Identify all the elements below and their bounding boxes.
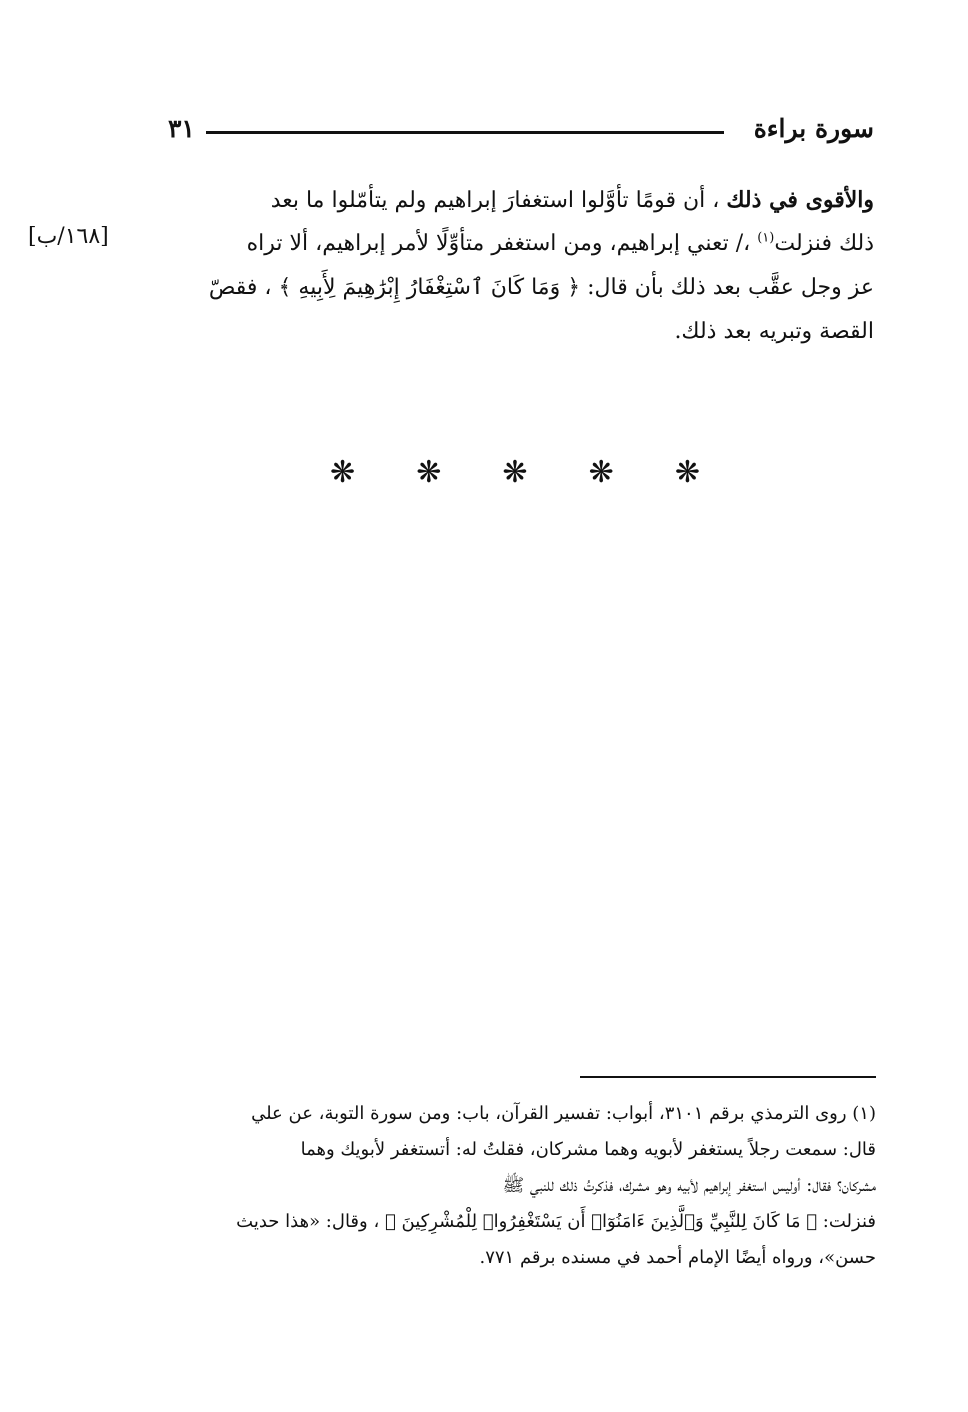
footnote-line: (١) روى الترمذي برقم ٣١٠١، أبواب: تفسير القرآن، باب: ومن سورة التوبة، عن علي bbox=[251, 1103, 876, 1124]
asterism-icon: ❋ bbox=[502, 455, 528, 490]
footnote-line: قال: سمعت رجلاً يستغفر لأبويه وهما مشركان، فقلتُ له: أتستغفر لأبويك وهما bbox=[300, 1139, 876, 1160]
quran-verse-quote: ﴿ وَمَا كَانَ ٱسْتِغْفَارُ إِبْرَٰهِيمَ لِأَبِيهِ ﴾ bbox=[278, 275, 581, 300]
page-number: ٣١ bbox=[168, 114, 195, 143]
main-text-span: ، أن قومًا تأوَّلوا استغفارَ إبراهيم ولم يتأمّلوا ما بعد bbox=[270, 188, 720, 213]
main-line-4 bbox=[168, 310, 874, 354]
main-text bbox=[168, 178, 874, 354]
footnote-text-span: ، وقال: «هذا حديث bbox=[236, 1211, 380, 1232]
asterism-icon: ❋ bbox=[674, 455, 700, 490]
footnote-marker[interactable]: (١) bbox=[757, 230, 775, 246]
footnote-text-span: فنزلت: bbox=[822, 1211, 876, 1232]
main-line-3 bbox=[168, 266, 874, 310]
manuscript-folio-reference: [١٦٨/ب] bbox=[28, 224, 109, 249]
emphasis-text: والأقوى في ذلك bbox=[726, 187, 874, 213]
footnote-line: حسن»، ورواه أيضًا الإمام أحمد في مسنده برقم ٧٧١. bbox=[479, 1247, 876, 1268]
surah-title: سورة براءة bbox=[753, 114, 874, 143]
header-rule bbox=[206, 131, 724, 134]
quran-verse-quote: ﴿ مَا كَانَ لِلنَّبِيِّ وَٱلَّذِينَ ءَامَنُوٓا۟ أَن يَسْتَغْفِرُوا۟ لِلْمُشْرِكِينَ ﴾ bbox=[385, 1211, 818, 1232]
main-text-span: عز وجل عقَّب بعد ذلك بأن قال: bbox=[587, 275, 874, 300]
main-text-span: ،/ تعني إبراهيم، ومن استغفر متأوِّلًا لأمر إبراهيم، ألا تراه bbox=[246, 231, 751, 256]
footnote-line bbox=[168, 1204, 876, 1240]
main-text-span: القصة وتبريه بعد ذلك. bbox=[674, 319, 874, 344]
asterism-icon: ❋ bbox=[588, 455, 614, 490]
main-line-2 bbox=[168, 222, 874, 266]
asterism-icon: ❋ bbox=[416, 455, 442, 490]
main-text-span: ذلك فنزلت bbox=[774, 231, 874, 256]
main-line-1 bbox=[168, 178, 874, 222]
running-header bbox=[168, 110, 874, 146]
section-divider-ornament bbox=[330, 455, 700, 491]
asterism-icon: ❋ bbox=[330, 455, 356, 490]
footnote-separator bbox=[580, 1076, 876, 1078]
footnotes bbox=[168, 1096, 876, 1276]
footnote-line: مشركان؟ فقال: أوليس استغفر إبراهيم لأبيه وهو مشرك، فذكرتُ ذلك للنبي ﷺ bbox=[502, 1175, 876, 1196]
main-text-span: ، فقصّ bbox=[208, 275, 272, 300]
